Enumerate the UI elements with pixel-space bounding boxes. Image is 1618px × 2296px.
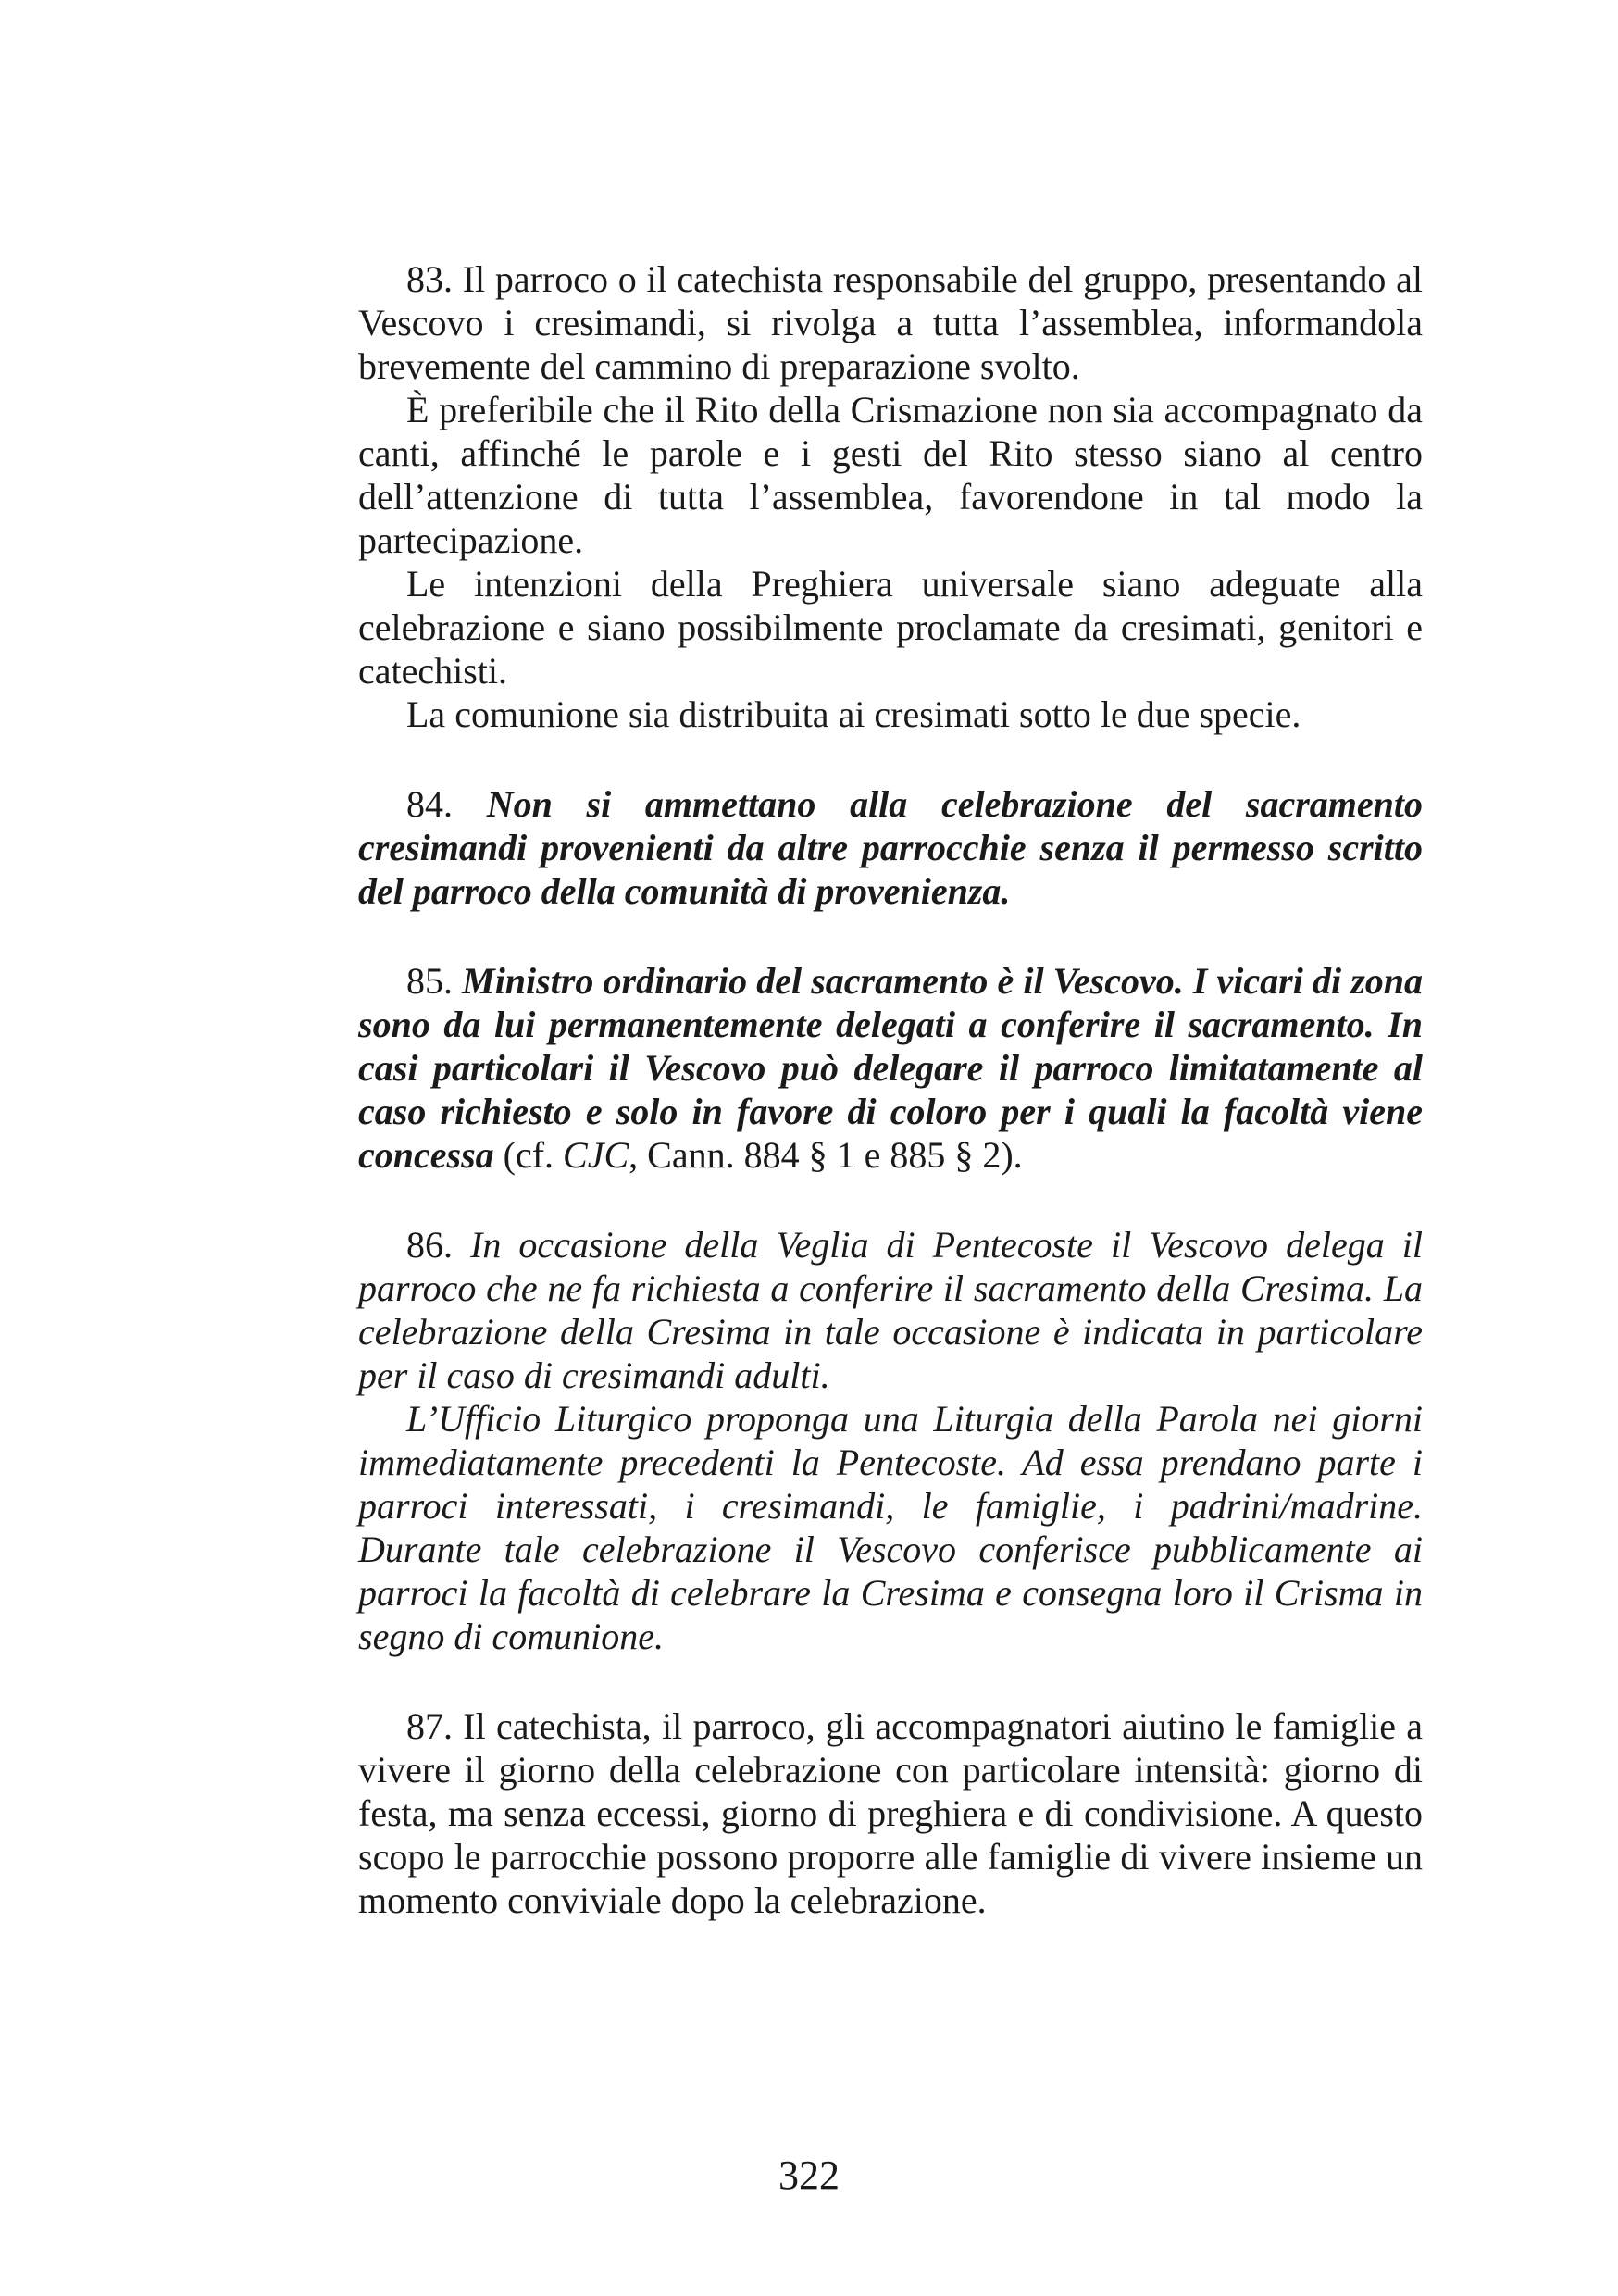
paragraph-83-intro: 83. Il parroco o il catechista responsabile del gruppo, presentando al Vescovo i cresimandi, si rivolga a tutta l’assemblea, informandola brevemente del cammino di preparazione svolto. <box>358 258 1423 387</box>
section-spacer <box>358 736 1423 782</box>
section-85-text: Ministro ordinario del sacramento è il Vescovo. I vicari di zona sono da lui permanentemente delegati a conferire il sacramento. In casi particolari il Vescovo può delegare il parroco limitatamente al caso richiesto e solo in favore di coloro per i quali la facoltà viene concessa <box>358 960 1424 1176</box>
section-83 <box>358 257 1423 736</box>
text-column <box>358 257 1423 1922</box>
paragraph-83-comunione: La comunione sia distribuita ai cresimati sotto le due specie. <box>406 693 1301 735</box>
paragraph-83-preghiera: Le intenzioni della Preghiera universale siano adeguate alla celebrazione e siano possibilmente proclamate da cresimati, genitori e catechisti. <box>358 563 1423 692</box>
section-84 <box>358 782 1423 913</box>
section-86 <box>358 1223 1423 1658</box>
paragraph-83-crismazione: È preferibile che il Rito della Crismazione non sia accompagnato da canti, affinché le parole e i gesti del Rito stesso siano al centro dell’attenzione di tutta l’assemblea, favorendone in tal modo la partecipazione. <box>358 389 1423 561</box>
section-85 <box>358 959 1423 1177</box>
paragraph-86-ufficio: L’Ufficio Liturgico proponga una Liturgia della Parola nei giorni immediatamente precedenti la Pentecoste. Ad essa prendano parte i parroci interessati, i cresimandi, le famiglie, i padrini/madrine. Durante tale celebrazione il Vescovo conferisce pubblicamente ai parroci la facoltà di celebrare la Cresima e consegna loro il Crisma in segno di comunione. <box>358 1398 1423 1657</box>
paragraph-86-veglia <box>358 1223 1423 1397</box>
section-spacer <box>358 1177 1423 1223</box>
section-84-text: Non si ammettano alla celebrazione del sacramento cresimandi provenienti da altre parrocchie senza il permesso scritto del parroco della comunità di provenienza. <box>358 783 1424 912</box>
section-number-86: 86. <box>406 1224 453 1266</box>
section-86-text: In occasione della Veglia di Pentecoste il Vescovo delega il parroco che ne fa richiesta a conferire il sacramento della Cresima. La celebrazione della Cresima in tale occasione è indicata in particolare per il caso di cresimandi adulti. <box>358 1224 1424 1396</box>
section-spacer <box>358 913 1423 959</box>
section-number-84: 84. <box>406 783 453 825</box>
section-87: 87. Il catechista, il parroco, gli accompagnatori aiutino le famiglie a vivere il giorno della celebrazione con particolare intensità: giorno di festa, ma senza eccessi, giorno di preghiera e di condivisione. A questo scopo le parrocchie possono proporre alle famiglie di vivere insieme un momento conviviale dopo la celebrazione. <box>358 1705 1423 1921</box>
section-number-85: 85. <box>406 960 453 1002</box>
section-85-ref-open: (cf. <box>493 1134 564 1176</box>
section-85-ref-cjc: CJC <box>563 1134 629 1176</box>
section-spacer <box>358 1658 1423 1704</box>
section-85-ref-close: , Cann. 884 § 1 e 885 § 2). <box>629 1134 1023 1176</box>
page-number: 322 <box>778 2152 840 2198</box>
